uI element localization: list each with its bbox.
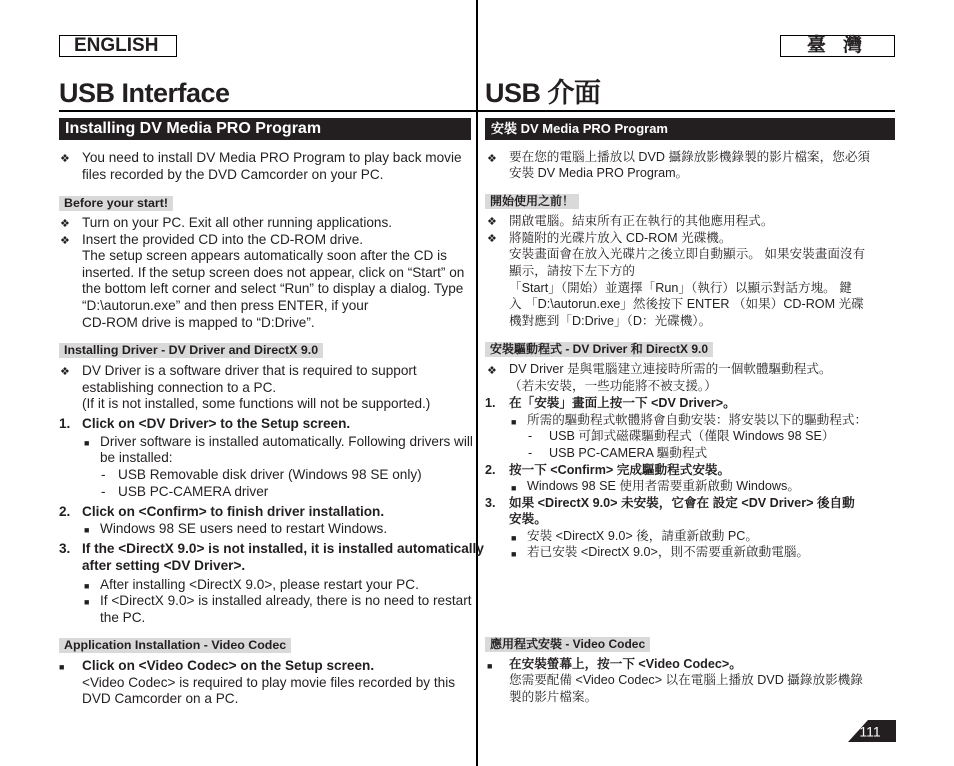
language-label-taiwan: 臺 灣 (780, 35, 895, 57)
list-item: DVD Camcorder on a PC. (82, 691, 239, 706)
square-bullet-icon: ■ (511, 417, 517, 427)
column-divider (476, 0, 478, 766)
list-item: 將隨附的光碟片放入 CD-ROM 光碟機。 (509, 231, 732, 245)
list-item: the bottom left corner and select “Run” to display a dialog. Type (82, 281, 464, 296)
section-heading-english: Installing DV Media PRO Program (59, 118, 471, 140)
step-text: 在「安裝」畫面上按一下 <DV Driver>。 (509, 396, 736, 410)
list-item: 所需的驅動程式軟體將會自動安裝：將安裝以下的驅動程式： (527, 413, 868, 427)
diamond-bullet-icon: ❖ (487, 216, 497, 228)
list-item: 「Start」（開始）並選擇「Run」（執行）以顯示對話方塊。 鍵 (509, 281, 852, 295)
list-item: The setup screen appears automatically soon after the CD is (82, 248, 447, 263)
subheading-video-codec: Application Installation - Video Codec (59, 638, 291, 653)
section-heading-taiwan: 安裝 DV Media PRO Program (485, 118, 895, 140)
intro-text: files recorded by the DVD Camcorder on your PC. (82, 167, 384, 182)
subheading-before-start: 開始使用之前！ (485, 194, 579, 209)
step-text: after setting <DV Driver>. (82, 558, 246, 573)
list-item: 顯示，請按下左下方的 (509, 264, 635, 278)
list-item: Driver software is installed automatically. Following drivers will (100, 434, 473, 449)
dash-bullet: - (528, 446, 533, 460)
list-item: Turn on your PC. Exit all other running applications. (82, 215, 393, 230)
page-number: 111 (859, 723, 881, 740)
diamond-bullet-icon: ❖ (60, 235, 70, 247)
square-bullet-icon: ■ (84, 438, 90, 448)
subheading-video-codec: 應用程式安裝 - Video Codec (485, 637, 650, 652)
list-item: Windows 98 SE 使用者需要重新啟動 Windows。 (527, 479, 800, 493)
list-item: USB Removable disk driver (Windows 98 SE only) (118, 467, 422, 482)
diamond-bullet-icon: ❖ (487, 365, 497, 377)
page-number-badge (848, 720, 896, 742)
step-number: 3. (59, 541, 71, 556)
list-item: USB PC-CAMERA driver (118, 484, 269, 499)
step-number: 1. (485, 396, 496, 410)
intro-text: You need to install DV Media PRO Program to play back movie (82, 150, 462, 165)
page-number-triangle-icon (848, 720, 896, 742)
subheading-installing-driver: 安裝驅動程式 - DV Driver 和 DirectX 9.0 (485, 342, 713, 357)
title-rule-taiwan (478, 110, 895, 112)
list-item: CD-ROM drive is mapped to “D:Drive”. (82, 315, 315, 330)
step-number: 3. (485, 496, 496, 510)
step-text: 如果 <DirectX 9.0> 未安裝，它會在 設定 <DV Driver> 後自動 (509, 496, 855, 510)
list-item: 入 「D:\autorun.exe」然後按下 ENTER （如果）CD-ROM 光碟 (509, 297, 864, 311)
list-item: USB 可卸式磁碟驅動程式（僅限 Windows 98 SE） (549, 429, 835, 443)
dash-bullet: - (101, 467, 106, 482)
step-number: 1. (59, 416, 71, 431)
page-title-english: USB Interface (59, 78, 230, 108)
list-item: DV Driver is a software driver that is required to support (82, 363, 417, 378)
list-item: be installed: (100, 450, 173, 465)
step-text: Click on <DV Driver> to the Setup screen. (82, 416, 351, 431)
list-item: If <DirectX 9.0> is installed already, there is no need to restart (100, 593, 472, 608)
dash-bullet: - (101, 484, 106, 499)
square-bullet-icon: ■ (511, 483, 517, 493)
list-item: 機對應到「D:Drive」（D：光碟機）。 (509, 314, 712, 328)
title-rule-english (59, 110, 476, 112)
list-item: After installing <DirectX 9.0>, please restart your PC. (100, 577, 419, 592)
list-item: the PC. (100, 610, 146, 625)
list-item: establishing connection to a PC. (82, 380, 277, 395)
subheading-before-start: Before your start! (59, 196, 173, 211)
list-item: <Video Codec> is required to play movie files recorded by this (82, 675, 456, 690)
step-number: 2. (59, 504, 71, 519)
square-bullet-icon: ■ (511, 549, 517, 559)
diamond-bullet-icon: ❖ (487, 233, 497, 245)
dash-bullet: - (528, 429, 533, 443)
list-item: 開啟電腦。結束所有正在執行的其他應用程式。 (509, 214, 774, 228)
list-item: Insert the provided CD into the CD-ROM drive. (82, 232, 364, 247)
intro-text: 要在您的電腦上播放以 DVD 攝錄放影機錄製的影片檔案，您必須 (509, 150, 871, 164)
list-item: 安裝畫面會在放入光碟片之後立即自動顯示。 如果安裝畫面沒有 (509, 247, 866, 261)
list-item: Windows 98 SE users need to restart Windows. (100, 521, 388, 536)
diamond-bullet-icon: ❖ (60, 366, 70, 378)
list-item: 製的影片檔案。 (509, 690, 598, 704)
diamond-bullet-icon: ❖ (60, 153, 70, 165)
list-item: USB PC-CAMERA 驅動程式 (549, 446, 708, 460)
step-text: 按一下 <Confirm> 完成驅動程式安裝。 (509, 463, 731, 477)
list-item: （若未安裝，一些功能將不被支援。） (509, 379, 717, 393)
step-text: 在安裝螢幕上，按一下 <Video Codec>。 (509, 657, 742, 671)
list-item: 您需要配備 <Video Codec> 以在電腦上播放 DVD 攝錄放影機錄 (509, 673, 863, 687)
square-bullet-icon: ■ (59, 662, 65, 672)
step-text: If the <DirectX 9.0> is not installed, it is installed automatically (82, 541, 484, 556)
step-text: 安裝。 (509, 512, 547, 526)
list-item: 若已安裝 <DirectX 9.0>，則不需要重新啟動電腦。 (527, 545, 810, 559)
list-item: inserted. If the setup screen does not appear, click on “Start” on (82, 265, 465, 280)
step-text: Click on <Video Codec> on the Setup screen. (82, 658, 375, 673)
square-bullet-icon: ■ (511, 533, 517, 543)
square-bullet-icon: ■ (84, 581, 90, 591)
list-item: (If it is not installed, some functions will not be supported.) (82, 396, 431, 411)
square-bullet-icon: ■ (84, 525, 90, 535)
step-text: Click on <Confirm> to finish driver installation. (82, 504, 385, 519)
language-label-english: ENGLISH (59, 35, 177, 57)
subheading-installing-driver: Installing Driver - DV Driver and DirectX 9.0 (59, 343, 323, 358)
intro-text: 安裝 DV Media PRO Program。 (509, 166, 689, 180)
diamond-bullet-icon: ❖ (60, 218, 70, 230)
diamond-bullet-icon: ❖ (487, 153, 497, 165)
list-item: “D:\autorun.exe” and then press ENTER, if your (82, 298, 369, 313)
page-title-taiwan: USB 介面 (485, 78, 601, 108)
step-number: 2. (485, 463, 496, 477)
list-item: 安裝 <DirectX 9.0> 後，請重新啟動 PC。 (527, 529, 758, 543)
square-bullet-icon: ■ (487, 661, 493, 671)
list-item: DV Driver 是與電腦建立連接時所需的一個軟體驅動程式。 (509, 362, 832, 376)
square-bullet-icon: ■ (84, 597, 90, 607)
